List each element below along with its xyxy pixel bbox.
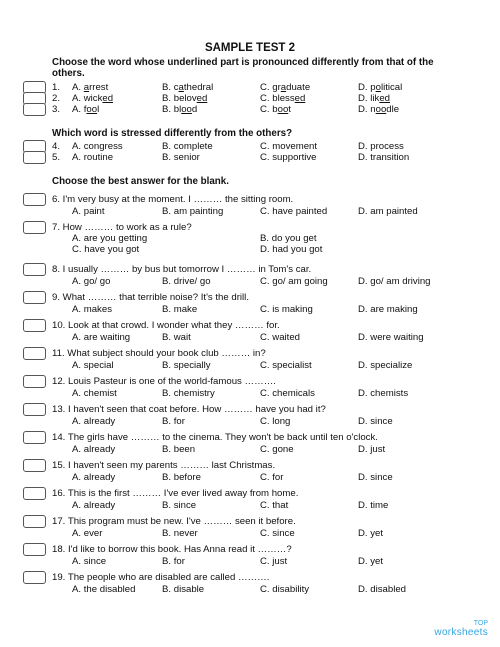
question-text: 18. I'd like to borrow this book. Has Anna read it ………? — [52, 544, 292, 555]
question-number: 4. — [52, 141, 61, 152]
question-text: 16. This is the first ……… I've ever lived away from home. — [52, 488, 299, 499]
question-15 — [52, 460, 472, 482]
question-text: 17. This program must be new. I've ……… seen it before. — [52, 516, 296, 527]
option-a[interactable]: A. routine — [72, 152, 114, 163]
question-4 — [52, 141, 472, 152]
question-text: 13. I haven't seen that coat before. How ……… have you had it? — [52, 404, 326, 415]
option-b[interactable]: B. never — [162, 528, 198, 539]
logo-top: TOP — [473, 620, 488, 627]
answer-box[interactable] — [23, 571, 46, 584]
option-a[interactable]: A. special — [72, 360, 114, 371]
underlined-part: oo — [181, 104, 192, 115]
question-8 — [52, 264, 472, 286]
option-a[interactable]: A. chemist — [72, 388, 117, 399]
underlined-part: a — [178, 82, 184, 93]
answer-box[interactable] — [23, 431, 46, 444]
logo-bottom: worksheets — [434, 627, 488, 638]
option-d[interactable]: D. were waiting — [358, 332, 424, 343]
question-text: 11. What subject should your book club ……… in? — [52, 348, 266, 359]
answer-box[interactable] — [23, 543, 46, 556]
option-d[interactable]: D. specialize — [358, 360, 413, 371]
option-d[interactable]: D. since — [358, 472, 393, 483]
underlined-part: oo — [375, 104, 387, 115]
question-text: 6. I'm very busy at the moment. I ……… the sitting room. — [52, 194, 294, 205]
question-number: 5. — [52, 152, 61, 163]
question-2 — [52, 93, 472, 104]
option-d[interactable]: D. transition — [358, 152, 410, 163]
option-a[interactable]: A. arrest — [72, 82, 109, 93]
option-c[interactable]: C. waited — [260, 332, 300, 343]
underlined-part: oo — [86, 104, 98, 115]
question-7 — [52, 222, 472, 266]
underlined-part: o — [375, 82, 381, 93]
option-c[interactable]: C. have painted — [260, 206, 328, 217]
underlined-part: ed — [102, 93, 114, 104]
answer-box[interactable] — [23, 515, 46, 528]
question-3 — [52, 104, 472, 115]
option-c[interactable]: C. blessed — [260, 93, 306, 104]
answer-box[interactable] — [23, 263, 46, 276]
underlined-part: a — [83, 82, 90, 93]
option-a[interactable]: A. fool — [72, 104, 100, 115]
option-c[interactable]: C. is making — [260, 304, 313, 315]
underlined-part: a — [280, 82, 287, 93]
answer-box[interactable] — [23, 375, 46, 388]
section-heading-blank: Choose the best answer for the blank. — [52, 176, 229, 187]
answer-box[interactable] — [23, 221, 46, 234]
question-text: 7. How ……… to work as a rule? — [52, 222, 192, 233]
option-c[interactable]: C. just — [260, 556, 288, 567]
option-b[interactable]: B. make — [162, 304, 198, 315]
question-1 — [52, 82, 472, 93]
option-a[interactable]: A. congress — [72, 141, 123, 152]
option-c[interactable]: C. long — [260, 416, 291, 427]
option-b[interactable]: B. complete — [162, 141, 213, 152]
option-c[interactable]: C. supportive — [260, 152, 317, 163]
question-text: 10. Look at that crowd. I wonder what they ……… for. — [52, 320, 280, 331]
option-d[interactable]: D. process — [358, 141, 404, 152]
question-text: 8. I usually ……… by bus but tomorrow I ……… in Tom's car. — [52, 264, 312, 275]
option-b[interactable]: B. do you get — [260, 233, 317, 244]
option-a[interactable]: A. wicked — [72, 93, 114, 104]
option-a[interactable]: A. paint — [72, 206, 105, 217]
question-text: 14. The girls have ……… to the cinema. They won't be back until ten o'clock. — [52, 432, 378, 443]
option-d[interactable]: D. noodle — [358, 104, 400, 115]
option-c[interactable]: C. for — [260, 472, 284, 483]
option-c[interactable]: C. movement — [260, 141, 318, 152]
option-c[interactable]: C. graduate — [260, 82, 311, 93]
question-19 — [52, 572, 472, 594]
option-a[interactable]: A. makes — [72, 304, 112, 315]
underlined-part: oo — [277, 104, 289, 115]
topworksheets-logo — [434, 620, 488, 638]
option-a[interactable]: A. go/ go — [72, 276, 111, 287]
option-b[interactable]: B. blood — [162, 104, 198, 115]
option-a[interactable]: A. already — [72, 444, 116, 455]
option-b[interactable]: B. wait — [162, 332, 191, 343]
option-b[interactable]: B. disable — [162, 584, 205, 595]
option-c[interactable]: C. since — [260, 528, 295, 539]
option-b[interactable]: B. before — [162, 472, 201, 483]
option-b[interactable]: B. been — [162, 444, 196, 455]
option-a[interactable]: A. already — [72, 500, 116, 511]
option-c[interactable]: C. specialist — [260, 360, 312, 371]
question-text: 15. I haven't seen my parents ……… last Christmas. — [52, 460, 276, 471]
option-c[interactable]: C. have you got — [72, 244, 140, 255]
answer-box[interactable] — [23, 347, 46, 360]
question-text: 12. Louis Pasteur is one of the world-famous ………. — [52, 376, 276, 387]
option-a[interactable]: A. are you getting — [72, 233, 148, 244]
option-d[interactable]: D. time — [358, 500, 389, 511]
option-b[interactable]: B. am painting — [162, 206, 224, 217]
question-16 — [52, 488, 472, 510]
option-d[interactable]: D. am painted — [358, 206, 418, 217]
question-13 — [52, 404, 472, 426]
question-5 — [52, 152, 472, 163]
option-b[interactable]: B. for — [162, 556, 185, 567]
option-c[interactable]: C. boot — [260, 104, 291, 115]
question-14 — [52, 432, 472, 454]
option-a[interactable]: A. since — [72, 556, 107, 567]
underlined-part: ed — [196, 93, 208, 104]
option-a[interactable]: A. already — [72, 416, 116, 427]
option-b[interactable]: B. beloved — [162, 93, 208, 104]
section-heading-pronunciation: Choose the word whose underlined part is pronounced differently from that of the others. — [52, 57, 434, 79]
question-11 — [52, 348, 472, 370]
question-17 — [52, 516, 472, 538]
answer-box[interactable] — [23, 291, 46, 304]
question-6 — [52, 194, 472, 216]
option-d[interactable]: D. just — [358, 444, 386, 455]
option-d[interactable]: D. liked — [358, 93, 390, 104]
option-c[interactable]: C. disability — [260, 584, 310, 595]
answer-box[interactable] — [23, 193, 46, 206]
option-d[interactable]: D. are making — [358, 304, 418, 315]
option-b[interactable]: B. since — [162, 500, 197, 511]
option-a[interactable]: A. are waiting — [72, 332, 131, 343]
option-d[interactable]: D. yet — [358, 556, 384, 567]
option-b[interactable]: B. drive/ go — [162, 276, 211, 287]
option-d[interactable]: D. political — [358, 82, 403, 93]
option-d[interactable]: D. chemists — [358, 388, 409, 399]
question-text: 9. What ……… that terrible noise? It's the drill. — [52, 292, 249, 303]
question-number: 3. — [52, 104, 61, 115]
answer-box[interactable] — [23, 403, 46, 416]
answer-box[interactable] — [23, 459, 46, 472]
option-c[interactable]: C. go/ am going — [260, 276, 328, 287]
option-b[interactable]: B. for — [162, 416, 185, 427]
option-d[interactable]: D. yet — [358, 528, 384, 539]
question-18 — [52, 544, 472, 566]
option-d[interactable]: D. since — [358, 416, 393, 427]
option-b[interactable]: B. chemistry — [162, 388, 215, 399]
option-d[interactable]: D. had you got — [260, 244, 323, 255]
question-9 — [52, 292, 472, 314]
question-number: 2. — [52, 93, 61, 104]
question-12 — [52, 376, 472, 398]
question-text: 19. The people who are disabled are called ………. — [52, 572, 270, 583]
page-title: SAMPLE TEST 2 — [204, 42, 296, 54]
option-c[interactable]: C. that — [260, 500, 289, 511]
option-b[interactable]: B. specially — [162, 360, 211, 371]
answer-box[interactable] — [23, 319, 46, 332]
question-number: 1. — [52, 82, 61, 93]
option-c[interactable]: C. gone — [260, 444, 294, 455]
underlined-part: ed — [294, 93, 306, 104]
option-b[interactable]: B. cathedral — [162, 82, 214, 93]
option-c[interactable]: C. chemicals — [260, 388, 315, 399]
section-heading-stress: Which word is stressed differently from the others? — [52, 128, 293, 139]
option-d[interactable]: D. disabled — [358, 584, 406, 595]
option-d[interactable]: D. go/ am driving — [358, 276, 431, 287]
answer-box[interactable] — [23, 151, 46, 164]
question-10 — [52, 320, 472, 342]
option-a[interactable]: A. ever — [72, 528, 103, 539]
underlined-part: ed — [379, 93, 390, 104]
answer-box[interactable] — [23, 487, 46, 500]
option-b[interactable]: B. senior — [162, 152, 200, 163]
answer-box[interactable] — [23, 103, 46, 116]
option-a[interactable]: A. already — [72, 472, 116, 483]
option-a[interactable]: A. the disabled — [72, 584, 136, 595]
